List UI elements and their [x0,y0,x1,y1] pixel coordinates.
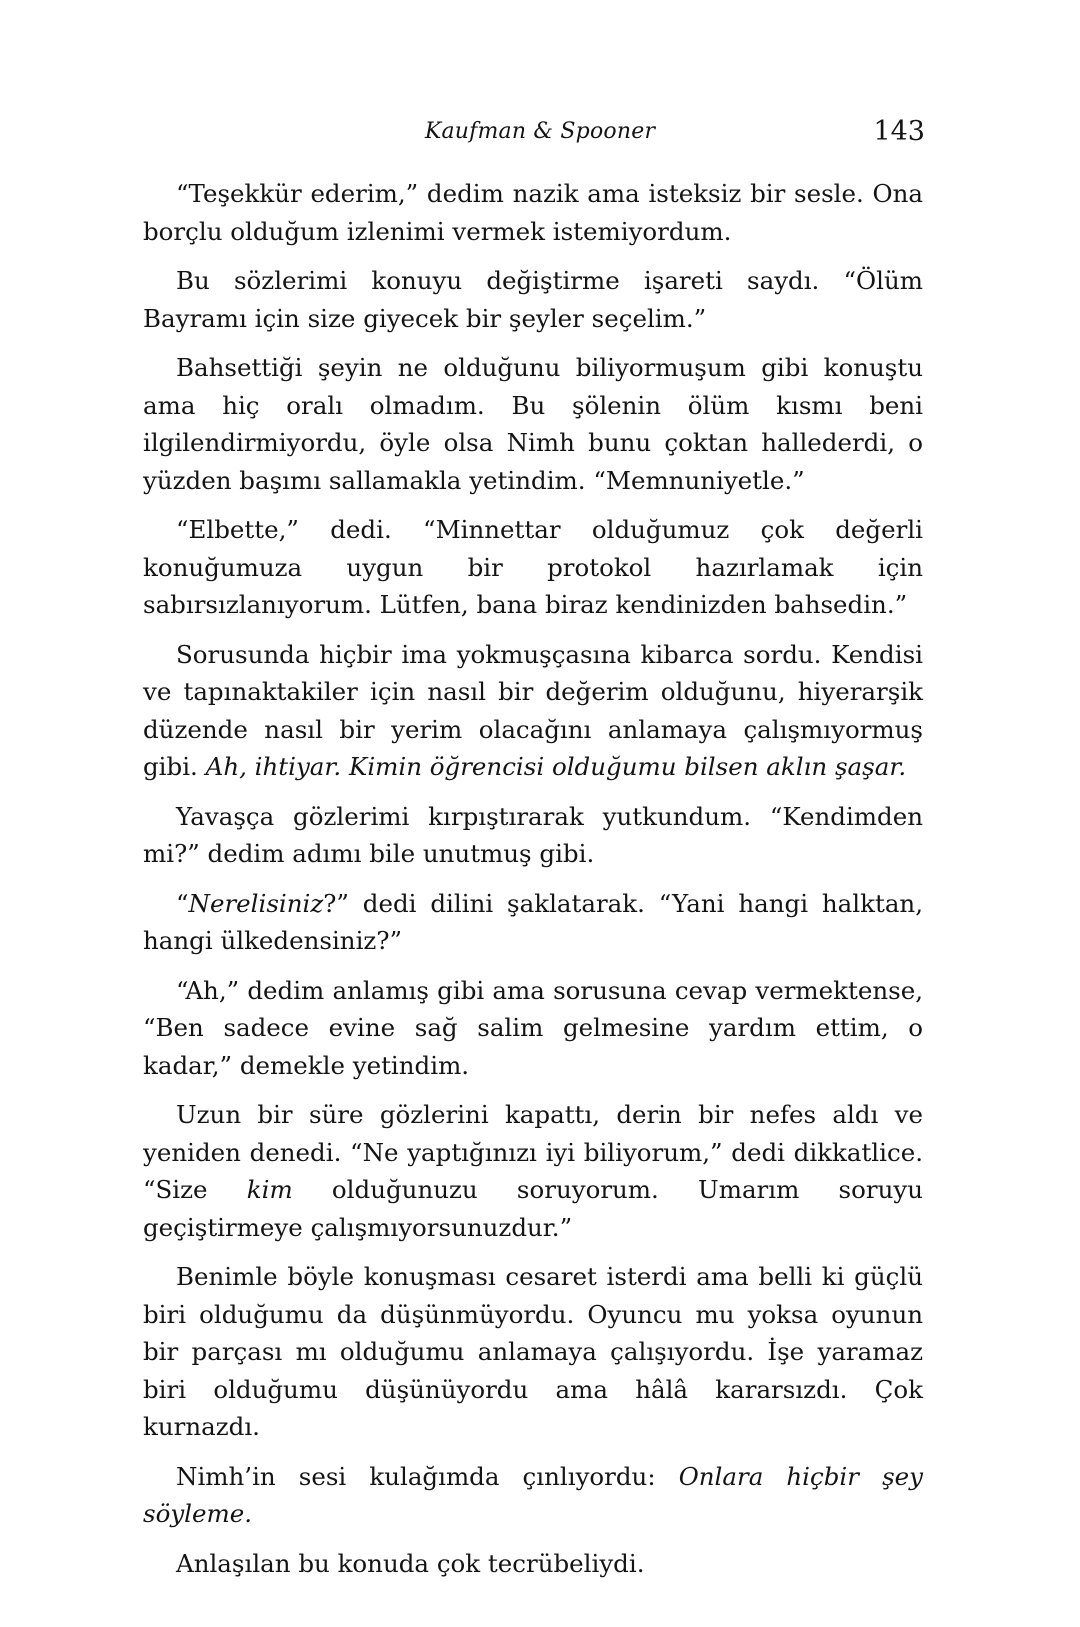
paragraph-text: Nimh’in sesi kulağımda çınlıyordu: [176,1461,679,1491]
paragraph-text: “Teşekkür ederim,” dedim nazik ama isteksiz bir sesle. Ona borçlu olduğum izlenimi vermek istemiyordum. [143,179,923,246]
paragraph-text: Sorusunda hiçbir ima yokmuşçasına kibarca sordu. Kendisi ve tapınaktakiler için nasıl bir değerim olduğunu, hiyerarşik düzende nasıl bir yerim olacağını anlamaya çalışmıyormuş gibi. [143,639,923,781]
paragraph [143,349,923,499]
paragraph [143,972,923,1085]
paragraph [143,175,923,250]
paragraph [143,1258,923,1446]
paragraph-text: Bahsettiği şeyin ne olduğunu biliyormuşum gibi konuştu ama hiç oralı olmadım. Bu şölenin ölüm kısmı beni ilgilendirmiyordu, öyle olsa Nimh bunu çoktan hallederdi, o yüzden başımı sallamakla yetindim. “Memnuniyetle.” [143,353,923,495]
paragraph-text: ?” dedi dilini şaklatarak. “Yani hangi halktan, hangi ülkedensiniz?” [143,888,923,955]
italic-text: Onlara hiçbir şey söyleme. [143,1461,923,1528]
running-head [0,112,1080,152]
paragraph [143,511,923,624]
paragraph [143,1096,923,1246]
paragraph [143,885,923,960]
paragraph-text: olduğunuzu soruyorum. Umarım soruyu geçiştirmeye çalışmıyorsunuzdur.” [143,1175,923,1242]
paragraph-text: “Elbette,” dedi. “Minnettar olduğumuz çok değerli konuğumuza uygun bir protokol hazırlamak için sabırsızlanıyorum. Lütfen, bana biraz kendinizden bahsedin.” [143,515,923,619]
paragraph [143,636,923,786]
italic-text: Ah, ihtiyar. Kimin öğrencisi olduğumu bilsen aklın şaşar. [205,752,907,781]
paragraph [143,262,923,337]
paragraph-text: Benimle böyle konuşması cesaret isterdi ama belli ki güçlü biri olduğumu da düşünmüyordu. Oyuncu mu yoksa oyunun bir parçası mı olduğumu anlamaya çalışıyordu. İşe yaramaz biri olduğumu düşünüyordu ama hâlâ kararsızdı. Çok kurnazdı. [143,1262,923,1441]
paragraph [143,1458,923,1533]
italic-text: kim [246,1175,293,1204]
paragraph-text: Yavaşça gözlerimi kırpıştırarak yutkundum. “Kendimden mi?” dedim adımı bile unutmuş gibi. [143,801,923,868]
page-number: 143 [873,116,925,147]
paragraph-text: “Ah,” dedim anlamış gibi ama sorusuna cevap vermektense, “Ben sadece evine sağ salim gelmesine yardım ettim, o kadar,” demekle yetindim. [143,975,923,1080]
paragraph [143,798,923,873]
paragraph-text: Bu sözlerimi konuyu değiştirme işareti saydı. “Ölüm Bayramı için size giyecek bir şeyler seçelim.” [143,266,923,333]
running-title: Kaufman & Spooner [424,119,656,144]
paragraph-text: Anlaşılan bu konuda çok tecrübeliydi. [176,1548,645,1578]
paragraph [143,1545,923,1583]
paragraph-text: “ [176,888,189,918]
italic-text: Nerelisiniz [188,888,324,918]
body-text [143,175,923,1594]
paragraph-text: Uzun bir süre gözlerini kapattı, derin bir nefes aldı ve yeniden denedi. “Ne yaptığınızı iyi biliyorum,” dedi dikkatlice. “Size [143,1100,923,1204]
